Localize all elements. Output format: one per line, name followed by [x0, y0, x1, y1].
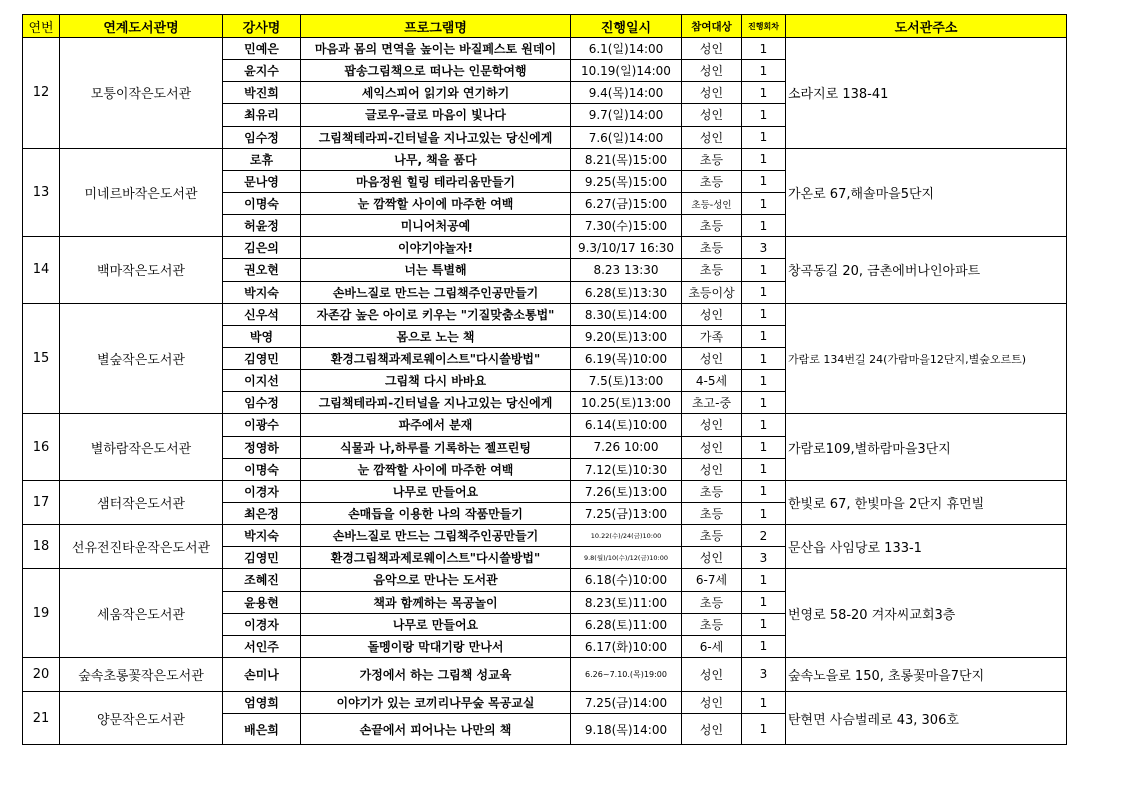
audience: 성인: [682, 82, 742, 104]
session-count: 1: [742, 714, 786, 745]
program-datetime: 6.28(토)11:00: [571, 613, 682, 635]
program-datetime: 10.25(토)13:00: [571, 392, 682, 414]
program-datetime: 9.25(목)15:00: [571, 170, 682, 192]
audience: 초등: [682, 148, 742, 170]
instructor-name: 이경자: [223, 480, 301, 502]
program-name: 이야기가 있는 코끼리나무숲 목공교실: [301, 691, 571, 713]
session-count: 1: [742, 458, 786, 480]
audience: 초등: [682, 525, 742, 547]
session-count: 1: [742, 82, 786, 104]
library-name: 별숲작은도서관: [60, 303, 223, 414]
library-address: 소라지로 138-41: [786, 38, 1067, 149]
library-name: 백마작은도서관: [60, 237, 223, 303]
session-count: 1: [742, 104, 786, 126]
session-count: 1: [742, 215, 786, 237]
program-datetime: 6.19(목)10:00: [571, 347, 682, 369]
header-library: 연계도서관명: [60, 15, 223, 38]
audience: 초등이상: [682, 281, 742, 303]
program-name: 나무로 만들어요: [301, 480, 571, 502]
audience: 6-세: [682, 635, 742, 657]
session-count: 3: [742, 657, 786, 691]
library-name: 별하람작은도서관: [60, 414, 223, 480]
program-name: 나무로 만들어요: [301, 613, 571, 635]
program-datetime: 7.26(토)13:00: [571, 480, 682, 502]
instructor-name: 박영: [223, 325, 301, 347]
session-count: 1: [742, 569, 786, 591]
session-count: 1: [742, 691, 786, 713]
library-address: 한빛로 67, 한빛마을 2단지 휴먼빌: [786, 480, 1067, 524]
header-audience: 참여대상: [682, 15, 742, 38]
program-datetime: 7.25(금)14:00: [571, 691, 682, 713]
program-datetime: 8.23 13:30: [571, 259, 682, 281]
session-count: 1: [742, 436, 786, 458]
audience: 성인: [682, 657, 742, 691]
table-row: [23, 569, 1067, 591]
audience: 초등: [682, 170, 742, 192]
audience: 초등: [682, 259, 742, 281]
audience: 초등: [682, 502, 742, 524]
instructor-name: 윤용현: [223, 591, 301, 613]
program-datetime: 7.26 10:00: [571, 436, 682, 458]
program-name: 가정에서 하는 그림책 성교육: [301, 657, 571, 691]
library-name: 선유전진타운작은도서관: [60, 525, 223, 569]
program-name: 눈 깜짝할 사이에 마주한 여백: [301, 192, 571, 214]
program-name: 음악으로 만나는 도서관: [301, 569, 571, 591]
audience: 초고-중: [682, 392, 742, 414]
program-name: 너는 특별해: [301, 259, 571, 281]
program-name: 세익스피어 읽기와 연기하기: [301, 82, 571, 104]
session-count: 1: [742, 259, 786, 281]
table-row: [23, 148, 1067, 170]
instructor-name: 신우석: [223, 303, 301, 325]
instructor-name: 박진희: [223, 82, 301, 104]
table-row: [23, 657, 1067, 691]
instructor-name: 박지숙: [223, 281, 301, 303]
instructor-name: 허윤정: [223, 215, 301, 237]
session-count: 1: [742, 192, 786, 214]
program-datetime: 6.1(일)14:00: [571, 38, 682, 60]
header-instructor: 강사명: [223, 15, 301, 38]
session-count: 1: [742, 281, 786, 303]
audience: 성인: [682, 38, 742, 60]
audience: 성인: [682, 458, 742, 480]
program-name: 몸으로 노는 책: [301, 325, 571, 347]
program-name: 미니어처공예: [301, 215, 571, 237]
audience: 성인: [682, 691, 742, 713]
program-name: 자존감 높은 아이로 키우는 "기질맞춤소통법": [301, 303, 571, 325]
instructor-name: 이지선: [223, 370, 301, 392]
instructor-name: 김영민: [223, 547, 301, 569]
program-name: 손바느질로 만드는 그림책주인공만들기: [301, 525, 571, 547]
audience: 초등: [682, 237, 742, 259]
table-row: [23, 38, 1067, 60]
instructor-name: 김영민: [223, 347, 301, 369]
program-name: 환경그림책과제로웨이스트"다시쓸방법": [301, 347, 571, 369]
session-count: 1: [742, 303, 786, 325]
instructor-name: 이명숙: [223, 192, 301, 214]
group-number: 18: [23, 525, 60, 569]
session-count: 1: [742, 347, 786, 369]
session-count: 1: [742, 502, 786, 524]
header-sessions: 진행회차: [742, 15, 786, 38]
program-datetime: 7.25(금)13:00: [571, 502, 682, 524]
session-count: 1: [742, 392, 786, 414]
program-datetime: 6.27(금)15:00: [571, 192, 682, 214]
audience: 초등: [682, 480, 742, 502]
audience: 초등: [682, 613, 742, 635]
library-address: 번영로 58-20 겨자씨교회3층: [786, 569, 1067, 658]
group-number: 19: [23, 569, 60, 658]
instructor-name: 조혜진: [223, 569, 301, 591]
group-number: 20: [23, 657, 60, 691]
program-name: 책과 함께하는 목공놀이: [301, 591, 571, 613]
audience: 초등-성인: [682, 192, 742, 214]
instructor-name: 이광수: [223, 414, 301, 436]
program-datetime: 6.18(수)10:00: [571, 569, 682, 591]
session-count: 1: [742, 170, 786, 192]
program-datetime: 6.28(토)13:30: [571, 281, 682, 303]
program-name: 눈 깜짝할 사이에 마주한 여백: [301, 458, 571, 480]
table-row: [23, 480, 1067, 502]
instructor-name: 임수정: [223, 392, 301, 414]
session-count: 1: [742, 480, 786, 502]
session-count: 1: [742, 38, 786, 60]
program-name: 그림책테라피-긴터널을 지나고있는 당신에게: [301, 126, 571, 148]
session-count: 1: [742, 126, 786, 148]
instructor-name: 서인주: [223, 635, 301, 657]
program-datetime: 9.20(토)13:00: [571, 325, 682, 347]
program-datetime: 9.18(목)14:00: [571, 714, 682, 745]
library-address: 탄현면 사슴벌레로 43, 306호: [786, 691, 1067, 744]
instructor-name: 엄영희: [223, 691, 301, 713]
group-number: 13: [23, 148, 60, 237]
audience: 가족: [682, 325, 742, 347]
table-row: [23, 303, 1067, 325]
group-number: 12: [23, 38, 60, 149]
program-datetime: 8.23(토)11:00: [571, 591, 682, 613]
program-name: 그림책 다시 바바요: [301, 370, 571, 392]
audience: 초등: [682, 591, 742, 613]
header-no: 연번: [23, 15, 60, 38]
table-row: [23, 237, 1067, 259]
program-datetime: 10.19(일)14:00: [571, 60, 682, 82]
program-name: 팝송그림책으로 떠나는 인문학여행: [301, 60, 571, 82]
table-body: [23, 38, 1067, 745]
program-datetime: 6.26~7.10.(목)19:00: [571, 657, 682, 691]
program-datetime: 7.6(일)14:00: [571, 126, 682, 148]
audience: 성인: [682, 714, 742, 745]
instructor-name: 손미나: [223, 657, 301, 691]
instructor-name: 이명숙: [223, 458, 301, 480]
library-name: 미네르바작은도서관: [60, 148, 223, 237]
program-datetime: 6.17(화)10:00: [571, 635, 682, 657]
library-name: 세움작은도서관: [60, 569, 223, 658]
table-row: [23, 414, 1067, 436]
session-count: 1: [742, 148, 786, 170]
audience: 4-5세: [682, 370, 742, 392]
library-address: 가온로 67,해솔마을5단지: [786, 148, 1067, 237]
instructor-name: 민예은: [223, 38, 301, 60]
library-address: 창곡동길 20, 금촌에버나인아파트: [786, 237, 1067, 303]
audience: 성인: [682, 347, 742, 369]
header-program: 프로그램명: [301, 15, 571, 38]
group-number: 15: [23, 303, 60, 414]
program-datetime: 9.7(일)14:00: [571, 104, 682, 126]
library-name: 숲속초롱꽃작은도서관: [60, 657, 223, 691]
audience: 초등: [682, 215, 742, 237]
instructor-name: 윤지수: [223, 60, 301, 82]
library-address: 가람로109,별하람마을3단지: [786, 414, 1067, 480]
instructor-name: 박지숙: [223, 525, 301, 547]
instructor-name: 정영하: [223, 436, 301, 458]
program-datetime: 7.30(수)15:00: [571, 215, 682, 237]
instructor-name: 배은희: [223, 714, 301, 745]
session-count: 1: [742, 414, 786, 436]
program-datetime: 10.22(수)/24(금)10:00: [571, 525, 682, 547]
library-address: 문산읍 사임당로 133-1: [786, 525, 1067, 569]
program-name: 글로우-글로 마음이 빛나다: [301, 104, 571, 126]
audience: 성인: [682, 436, 742, 458]
session-count: 1: [742, 613, 786, 635]
program-name: 나무, 책을 품다: [301, 148, 571, 170]
library-name: 샘터작은도서관: [60, 480, 223, 524]
session-count: 1: [742, 60, 786, 82]
session-count: 1: [742, 325, 786, 347]
instructor-name: 로휴: [223, 148, 301, 170]
instructor-name: 최은정: [223, 502, 301, 524]
program-datetime: 9.8(월)/10(수)/12(금)10:00: [571, 547, 682, 569]
program-datetime: 8.21(목)15:00: [571, 148, 682, 170]
header-row: [23, 15, 1067, 38]
library-address: 가람로 134번길 24(가람마을12단지,별숲오르트): [786, 303, 1067, 414]
session-count: 2: [742, 525, 786, 547]
program-name: 식물과 나,하루를 기록하는 젤프린팅: [301, 436, 571, 458]
audience: 성인: [682, 104, 742, 126]
program-datetime: 7.5(토)13:00: [571, 370, 682, 392]
program-name: 손매듭을 이용한 나의 작품만들기: [301, 502, 571, 524]
instructor-name: 문나영: [223, 170, 301, 192]
group-number: 17: [23, 480, 60, 524]
program-datetime: 7.12(토)10:30: [571, 458, 682, 480]
program-name: 마음정원 힐링 테라리움만들기: [301, 170, 571, 192]
session-count: 3: [742, 547, 786, 569]
audience: 성인: [682, 126, 742, 148]
header-datetime: 진행일시: [571, 15, 682, 38]
group-number: 14: [23, 237, 60, 303]
instructor-name: 이경자: [223, 613, 301, 635]
audience: 성인: [682, 303, 742, 325]
program-name: 마음과 몸의 면역을 높이는 바질페스토 원데이: [301, 38, 571, 60]
table-row: [23, 691, 1067, 713]
audience: 성인: [682, 547, 742, 569]
session-count: 1: [742, 591, 786, 613]
program-name: 환경그림책과제로웨이스트"다시쓸방법": [301, 547, 571, 569]
program-datetime: 9.4(목)14:00: [571, 82, 682, 104]
instructor-name: 김은의: [223, 237, 301, 259]
program-name: 그림책테라피-긴터널을 지나고있는 당신에게: [301, 392, 571, 414]
audience: 6-7세: [682, 569, 742, 591]
program-datetime: 9.3/10/17 16:30: [571, 237, 682, 259]
instructor-name: 최유리: [223, 104, 301, 126]
library-address: 숲속노을로 150, 초롱꽃마을7단지: [786, 657, 1067, 691]
library-name: 양문작은도서관: [60, 691, 223, 744]
group-number: 16: [23, 414, 60, 480]
program-name: 손바느질로 만드는 그림책주인공만들기: [301, 281, 571, 303]
program-name: 이야기야놀자!: [301, 237, 571, 259]
program-datetime: 8.30(토)14:00: [571, 303, 682, 325]
instructor-name: 임수정: [223, 126, 301, 148]
session-count: 1: [742, 635, 786, 657]
group-number: 21: [23, 691, 60, 744]
audience: 성인: [682, 414, 742, 436]
header-address: 도서관주소: [786, 15, 1067, 38]
program-name: 돌멩이랑 막대기랑 만나서: [301, 635, 571, 657]
session-count: 1: [742, 370, 786, 392]
program-name: 손끝에서 피어나는 나만의 책: [301, 714, 571, 745]
program-name: 파주에서 분재: [301, 414, 571, 436]
program-schedule-table: [22, 14, 1067, 745]
audience: 성인: [682, 60, 742, 82]
table-row: [23, 525, 1067, 547]
session-count: 3: [742, 237, 786, 259]
instructor-name: 권오현: [223, 259, 301, 281]
program-datetime: 6.14(토)10:00: [571, 414, 682, 436]
library-name: 모퉁이작은도서관: [60, 38, 223, 149]
